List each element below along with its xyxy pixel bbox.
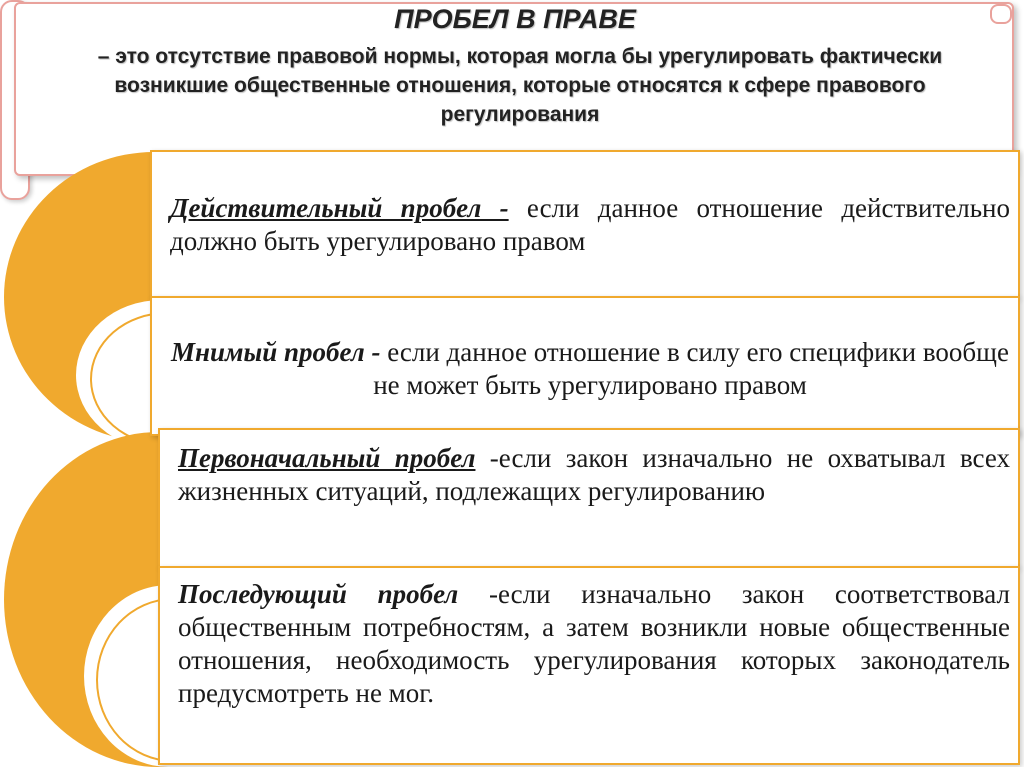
desc-actual-gap: если данное отношение действительно должно быть урегулировано правом xyxy=(170,193,1010,256)
gap-box-initial xyxy=(158,428,1020,568)
gap-box-actual xyxy=(150,150,1020,298)
banner-definition: – это отсутствие правовой нормы, которая могла бы урегулировать фактически возникшие общественные отношения, которые относятся к сфере правового регулирования xyxy=(97,45,943,126)
term-initial-gap: Первоначальный пробел xyxy=(178,443,476,473)
desc-subsequent-gap: -если изначально закон соответствовал общественным потребностям, а затем возникли новые общественные отношения, необходимость урегулирования которых законодатель предусмотреть не мог. xyxy=(178,579,1010,708)
gap-box-subsequent xyxy=(158,566,1020,765)
banner-title: ПРОБЕЛ В ПРАВЕ xyxy=(394,4,636,34)
term-imaginary-gap: Мнимый пробел - xyxy=(171,337,381,367)
gap-box-imaginary xyxy=(150,296,1020,436)
desc-initial-gap: -если закон изначально не охватывал всех жизненных ситуаций, подлежащих регулированию xyxy=(178,443,1010,506)
term-actual-gap: Действительный пробел - xyxy=(170,193,509,223)
scroll-curl-right xyxy=(990,4,1012,24)
desc-imaginary-gap: если данное отношение в силу его специфики вообще не может быть урегулировано правом xyxy=(373,337,1009,400)
term-subsequent-gap: Последующий пробел xyxy=(178,579,459,609)
